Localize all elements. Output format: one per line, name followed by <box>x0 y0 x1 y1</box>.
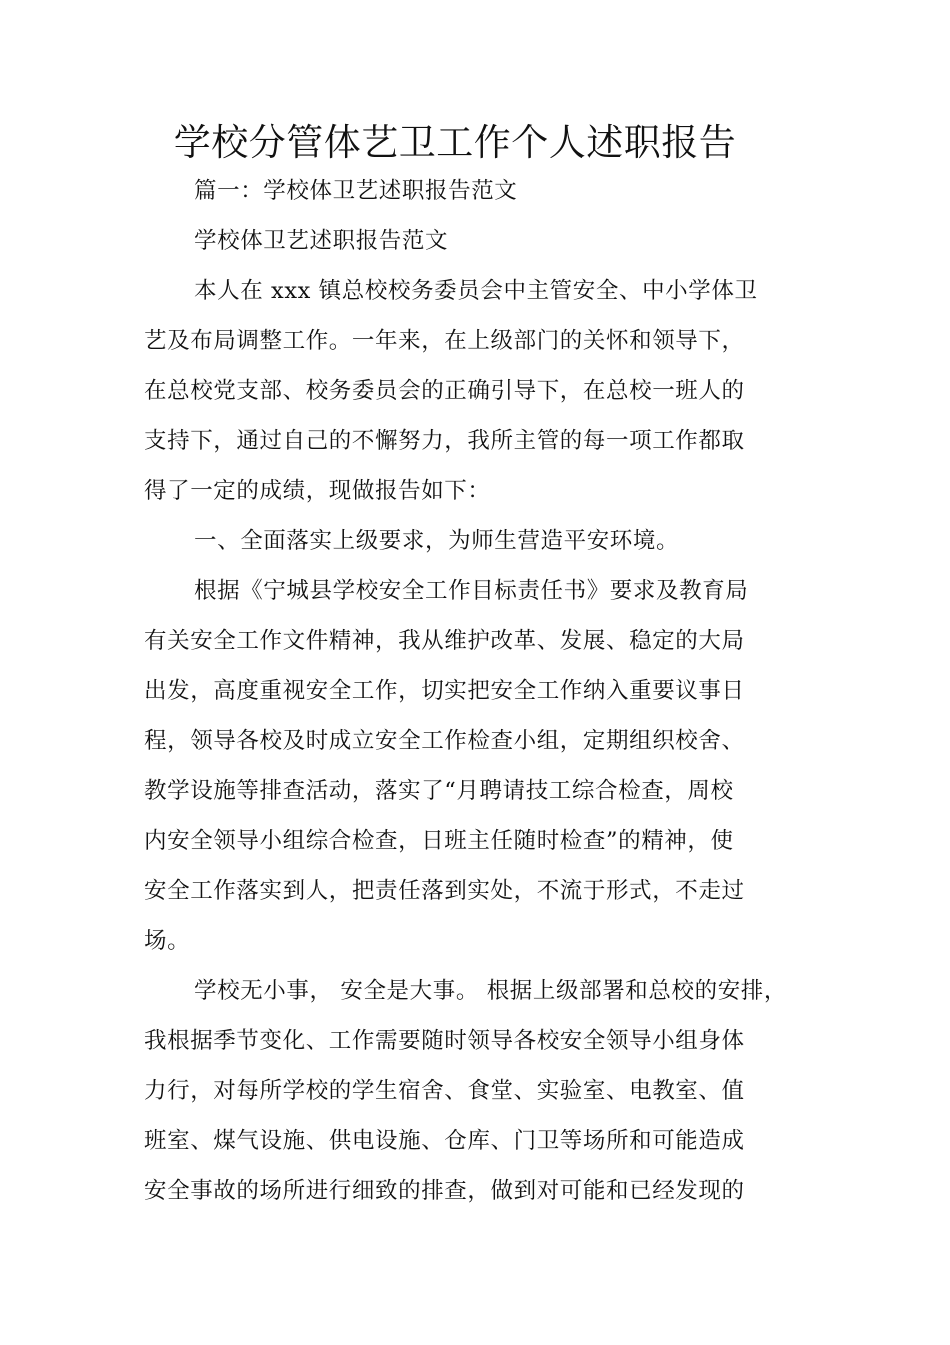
paragraph-line: 安全事故的场所进行细致的排查，做到对可能和已经发现的 <box>144 1178 745 1204</box>
paragraph-line: 学校无小事， 安全是大事。 根据上级部署和总校的安排， <box>194 978 788 1004</box>
paragraph-line: 班室、煤气设施、供电设施、仓库、门卫等场所和可能造成 <box>144 1128 745 1154</box>
section-heading-line: 一、全面落实上级要求，为师生营造平安环境。 <box>194 528 680 554</box>
section-heading-line: 学校体卫艺述职报告范文 <box>194 228 449 254</box>
paragraph-line: 内安全领导小组综合检查，日班主任随时检查”的精神，使 <box>144 828 734 854</box>
paragraph-line: 有关安全工作文件精神，我从维护改革、发展、稳定的大局 <box>144 628 745 654</box>
paragraph-line: 支持下，通过自己的不懈努力，我所主管的每一项工作都取 <box>144 428 745 454</box>
document-title: 学校分管体艺卫工作个人述职报告 <box>173 121 737 164</box>
paragraph-line: 出发，高度重视安全工作，切实把安全工作纳入重要议事日 <box>144 678 745 704</box>
paragraph-line: 力行，对每所学校的学生宿舍、食堂、实验室、电教室、值 <box>144 1078 745 1104</box>
paragraph-line: 场。 <box>144 928 191 954</box>
subtitle-line: 篇一：学校体卫艺述职报告范文 <box>194 178 518 204</box>
paragraph-line: 在总校党支部、校务委员会的正确引导下，在总校一班人的 <box>144 378 745 404</box>
paragraph-line: 根据《宁城县学校安全工作目标责任书》要求及教育局 <box>194 578 749 604</box>
paragraph-line: 艺及布局调整工作。一年来，在上级部门的关怀和领导下， <box>144 328 745 354</box>
paragraph-line: 本人在 xxx 镇总校校务委员会中主管安全、中小学体卫 <box>194 278 758 304</box>
paragraph-line: 教学设施等排查活动，落实了“月聘请技工综合检查，周校 <box>144 778 734 804</box>
paragraph-line: 我根据季节变化、工作需要随时领导各校安全领导小组身体 <box>144 1028 745 1054</box>
paragraph-line: 得了一定的成绩，现做报告如下： <box>144 478 491 504</box>
paragraph-line: 安全工作落实到人，把责任落到实处，不流于形式，不走过 <box>144 878 745 904</box>
paragraph-line: 程，领导各校及时成立安全工作检查小组，定期组织校舍、 <box>144 728 745 754</box>
